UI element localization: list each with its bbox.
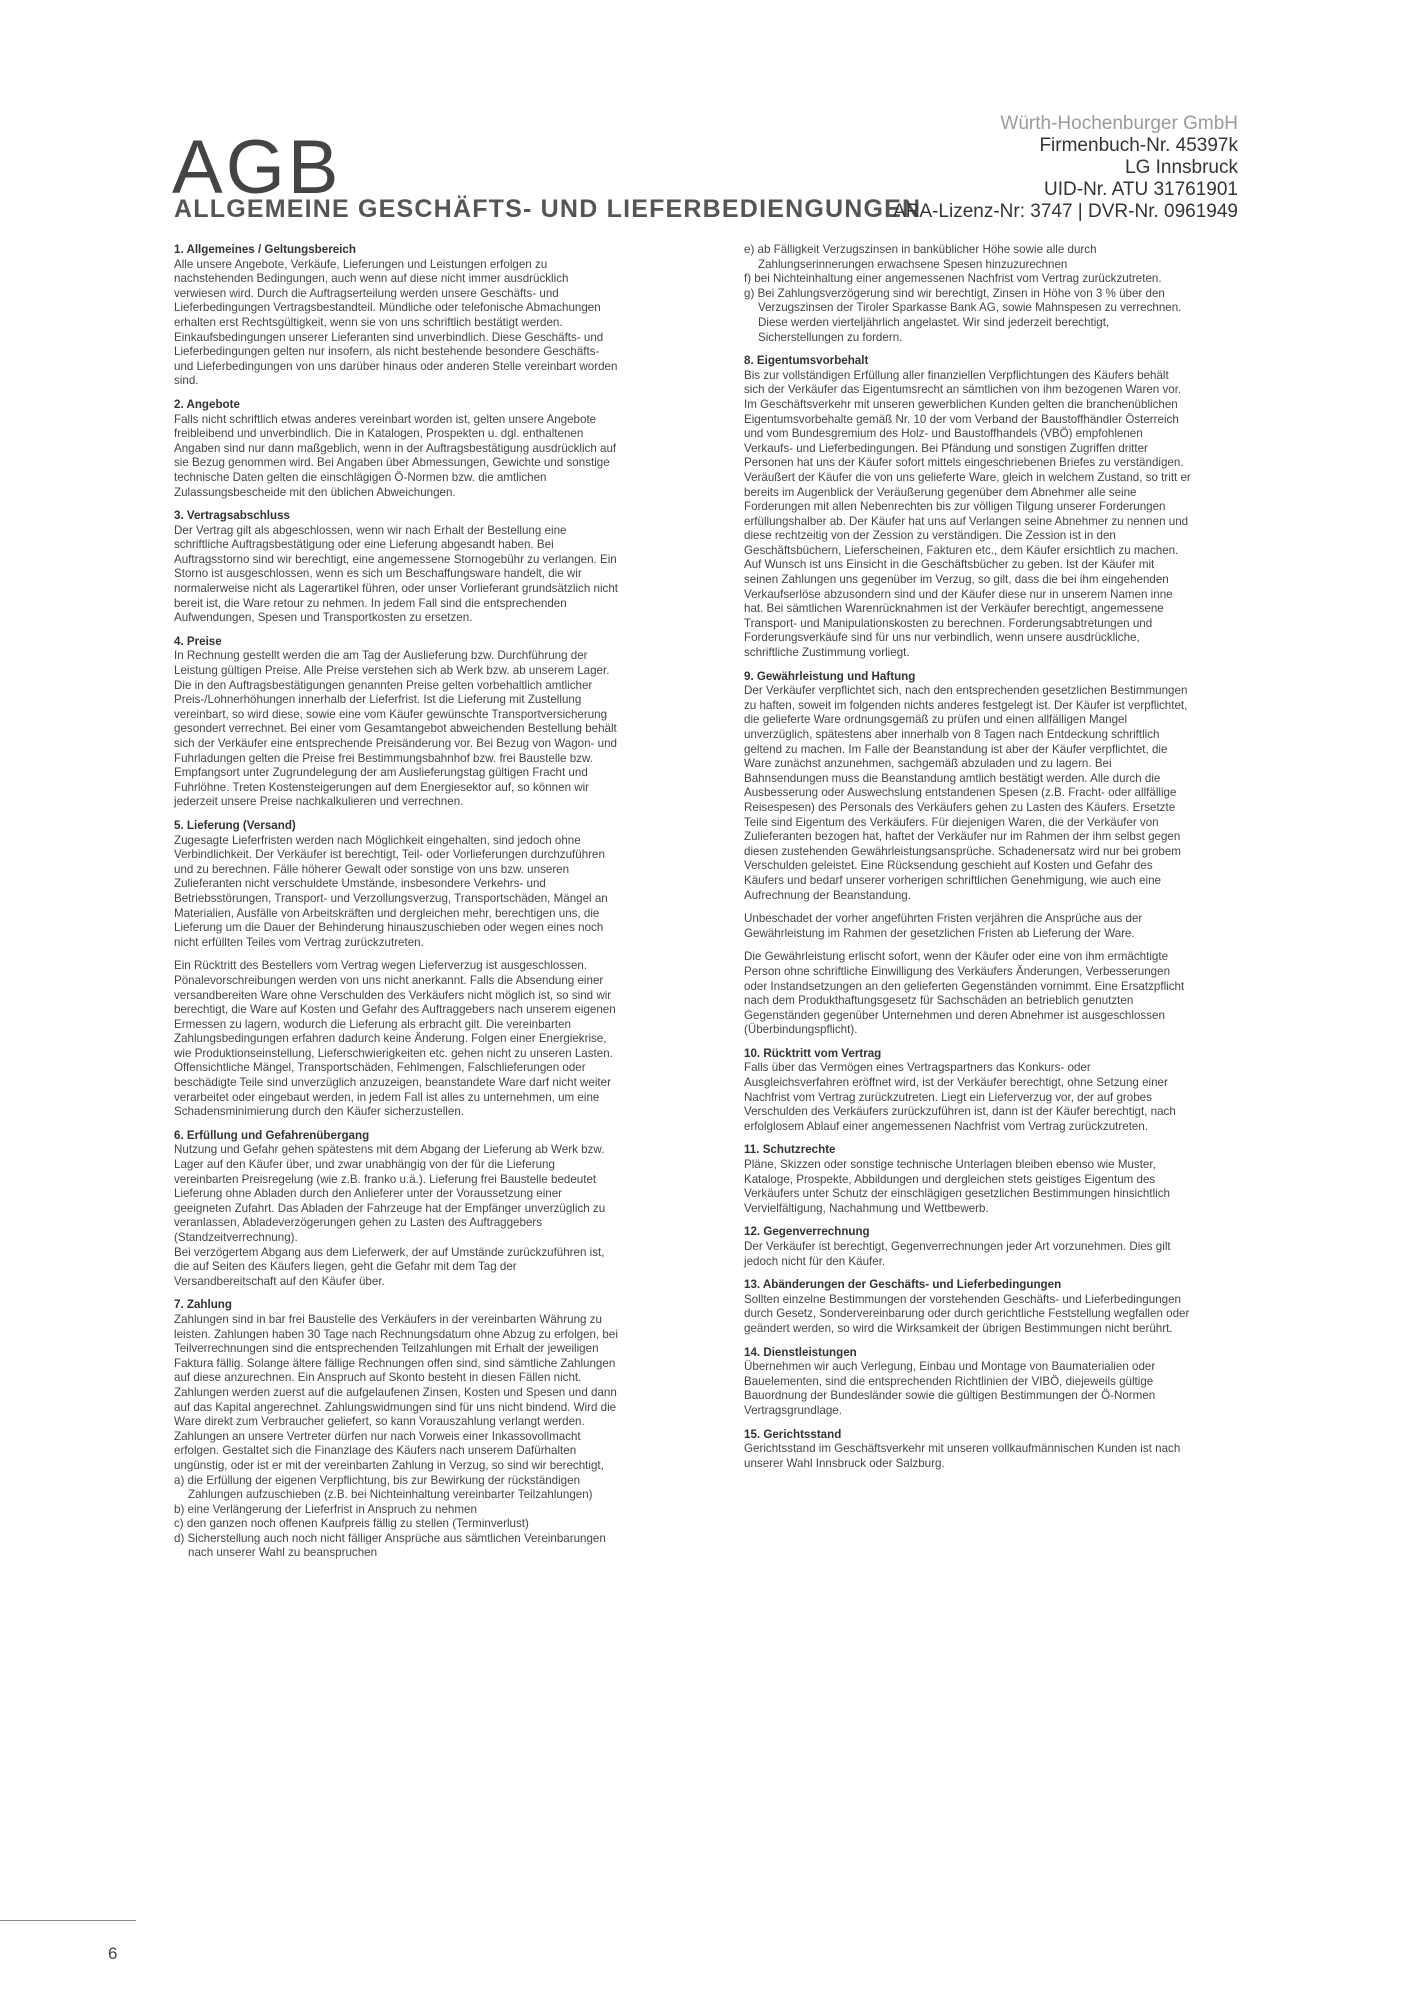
company-name: Würth-Hochenburger GmbH [1000, 113, 1238, 134]
section-offers [174, 398, 621, 500]
company-licence: ARA-Lizenz-Nr: 3747 | DVR-Nr. 0961949 [893, 201, 1238, 222]
section-paragraph: Alle unsere Angebote, Verkäufe, Lieferungen und Leistungen erfolgen zu nachstehenden Bedingungen, auch wenn auf diese nicht immer ausdrücklich verwiesen wird. Durch die Auftragserteilung werden unsere Geschäfts- und Lieferbedingungen Vertragsbestandteil. Mündliche oder telefonische Abmachungen erhalten erst Rechtsgültigkeit, wenn sie von uns schriftlich bestätigt werden. Einkaufsbedingungen unserer Lieferanten sind unverbindlich. Diese Geschäfts- und Lieferbedingungen gelten nur insofern, als nicht bestehende besondere Geschäfts- und Lieferbedingungen von uns darüber hinaus oder anderen Stelle vereinbart worden sind. [174, 257, 618, 388]
section-paragraph: Falls über das Vermögen eines Vertragspartners das Konkurs- oder Ausgleichsverfahren eröffnet wird, ist der Verkäufer berechtigt, ohne Setzung einer Nachfrist vom Vertrag zurückzutreten. Liegt ein Lieferverzug vor, der auf grobes Verschulden des Verkäufers zurückzuführen ist, dann ist der Käufer berechtigt, nach erfolglosem Ablauf einer angemessenen Nachfrist vom Vertrag zurückzutreten. [744, 1061, 1176, 1133]
section-paragraph: Zahlungen sind in bar frei Baustelle des Verkäufers in der vereinbarten Währung zu leisten. Zahlungen haben 30 Tage nach Rechnungsdatum ohne Abzug zu erfolgen, bei Teilverrechnungen sind die entsprechenden Teilzahlungen mit Erhalt der jeweiligen Faktura fällig. Solange ältere fällige Rechnungen offen sind, sind sämtliche Zahlungen auf diese anzurechnen. Ein Anspruch auf Skonto besteht in diesen Fällen nicht. Zahlungen werden zuerst auf die aufgelaufenen Zinsen, Kosten und Spesen und dann auf das Kapital angerechnet. Zahlungswidmungen sind für uns nicht bindend. Wird die Ware direkt zum Verbraucher geliefert, so kann Vorauszahlung verlangt werden. Zahlungen an unsere Vertreter dürfen nur nach Vorweis einer Inkassovollmacht erfolgen. Gestaltet sich die Finanzlage des Käufers nach unserem Dafürhalten ungünstig, oder ist er mit der vereinbarten Zahlung in Verzug, so sind wir berechtigt, [174, 1312, 618, 1472]
section-paragraph: Der Vertrag gilt als abgeschlossen, wenn wir nach Erhalt der Bestellung eine schriftliche Auftragsbestätigung oder eine Lieferung abgesandt haben. Bei Auftragsstorno sind wir berechtigt, eine angemessene Stornogebühr zu verlangen. Ein Storno ist ausgeschlossen, wenn es sich um Beschaffungsware handelt, die wir normalerweise nicht als Lagerartikel führen, oder unser Vorlieferant grundsätzlich nicht bereit ist, die Ware retour zu nehmen. In jedem Fall sind die entsprechenden Aufwendungen, Spesen und Transportkosten zu ersetzen. [174, 523, 619, 625]
section-heading: 7. Zahlung [174, 1298, 232, 1312]
section-general [174, 243, 621, 389]
section-paragraph: Die Gewährleistung erlischt sofort, wenn der Käufer oder eine von ihm ermächtigte Person ohne schriftliche Einwilligung des Verkäufers Änderungen, Verbesserungen oder Instandsetzungen an den gelieferten Gegenständen vornimmt. Eine Ersatzpflicht nach dem Produkthaftungsgesetz für Sachschäden an betrieblich genutzten Gegenständen gegenüber Unternehmen und deren Abnehmer ist ausgeschlossen (Überbindungspflicht). [744, 950, 1185, 1037]
company-register-number: Firmenbuch-Nr. 45397k [1039, 135, 1238, 156]
section-paragraph: Der Verkäufer verpflichtet sich, nach den entsprechenden gesetzlichen Bestimmungen zu haften, soweit im folgenden nichts anderes festgelegt ist. Der Käufer ist verpflichtet, die gelieferte Ware ordnungsgemäß zu prüfen und einen allfälligen Mangel unverzüglich, spätestens aber innerhalb von 8 Tagen nach Entdeckung schriftlich geltend zu machen. Im Falle der Beanstandung ist aber der Käufer verpflichtet, die Ware zunächst anzunehmen, sachgemäß abzuladen und zu lagern. Bei Bahnsendungen muss die Beanstandung amtlich bestätigt werden. Alle durch die Ausbesserung oder Auswechslung entstandenen Spesen (z.B. Fracht- oder allfällige Reisespesen) des Personals des Verkäufers gehen zu Lasten des Käufers. Ersetzte Teile sind Eigentum des Verkäufers. Für diejenigen Waren, die der Verkäufer von Zulieferanten bezogen hat, haftet der Verkäufer nur im Rahmen der ihm selbst gegen diesen zustehenden Gewährleistungsansprüche. Schadenersatz wird nur bei grobem Verschulden geleistet. Eine Rücksendung geschieht auf Kosten und Gefahr des Käufers und bedarf unserer vorherigen schriftlichen Genehmigung, wie auch eine Aufrechnung der Beanstandung. [744, 684, 1188, 902]
section-offsetting [744, 1225, 1191, 1269]
page-title: AGB [172, 125, 342, 210]
list-item: e) ab Fälligkeit Verzugszinsen in banküblicher Höhe sowie alle durch Zahlungserinnerungen erwachsene Spesen hinzuzurechnen [744, 243, 1097, 271]
section-paragraph: Ein Rücktritt des Bestellers vom Vertrag wegen Lieferverzug ist ausgeschlossen. Pönalevorschreibungen werden von uns nicht anerkannt. Falls die Absendung einer versandbereiten Ware ohne Verschulden des Verkäufers nicht möglich ist, so sind wir berechtigt, die Ware auf Kosten und Gefahr des Auftraggebers nach unserem eigenen Ermessen zu lagern, wodurch die Lieferung als erbracht gilt. Die vereinbarten Zahlungsbedingungen erfahren dadurch keine Änderung. Folgen einer Energiekrise, wie Produktionseinstellung, Lieferschwierigkeiten etc. gehen nicht zu unseren Lasten. Offensichtliche Mängel, Transportschäden, Fehlmengen, Falschlieferungen oder beschädigte Teile sind unverzüglich anzuzeigen, beanstandete Ware darf nicht weiter verarbeitet oder eingebaut werden, in jedem Fall ist alles zu unternehmen, um eine Schadensminimierung durch den Käufer sicherzustellen. [174, 959, 616, 1119]
section-paragraph: Bei verzögertem Abgang aus dem Lieferwerk, der auf Umstände zurückzuführen ist, die auf Seiten des Käufers liegen, geht die Gefahr mit dem Tag der Versandbereitschaft auf den Käufer über. [174, 1245, 605, 1288]
section-property-rights [744, 1143, 1191, 1216]
section-paragraph: Nutzung und Gefahr gehen spätestens mit dem Abgang der Lieferung ab Werk bzw. Lager auf den Käufer über, und zwar unabhängig von der für die Lieferung vereinbarten Preisregelung (wie z.B. franko u.ä.). Lieferung frei Baustelle bedeutet Lieferung ohne Abladen durch den Anlieferer unter der Voraussetzung einer geeigneten Zufahrt. Das Abladen der Fahrzeuge hat der Empfänger unverzüglich zu veranlassen, Abladeverzögerungen gehen zu Lasten des Auftraggebers (Standzeitverrechnung). [174, 1143, 606, 1244]
right-column [744, 243, 1191, 1480]
section-jurisdiction [744, 1428, 1191, 1472]
section-paragraph: Unbeschadet der vorher angeführten Fristen verjähren die Ansprüche aus der Gewährleistung im Rahmen der gesetzlichen Fristen ab Lieferung der Ware. [744, 912, 1143, 940]
section-amendments [744, 1278, 1191, 1336]
section-paragraph: Der Verkäufer ist berechtigt, Gegenverrechnungen jeder Art vorzunehmen. Dies gilt jedoch nicht für den Käufer. [744, 1240, 1171, 1268]
section-heading: 15. Gerichtsstand [744, 1427, 842, 1441]
section-heading: 8. Eigentumsvorbehalt [744, 354, 869, 368]
section-retention-of-title [744, 354, 1191, 660]
section-fulfilment [174, 1129, 621, 1290]
section-payment-continued [744, 243, 1191, 345]
section-paragraph: Bis zur vollständigen Erfüllung aller finanziellen Verpflichtungen des Käufers behält sich der Verkäufer das Eigentumsrecht an sämtlichen von ihm bezogenen Waren vor. Im Geschäftsverkehr mit unseren gewerblichen Kunden gelten die branchenüblichen Eigentumsvorbehalte gemäß Nr. 10 der vom Verband der Baustoffhändler Österreich und vom Bundesgremium des Holz- und Baustoffhandels (VBÖ) empfohlenen Verkaufs- und Lieferbedingungen. Bei Pfändung und sonstigen Zugriffen dritter Personen hat uns der Käufer sofort mittels eingeschriebenen Briefes zu verständigen. Veräußert der Käufer die von uns gelieferte Ware, gleich in welchem Zustand, so tritt er bereits im Augenblick der Veräußerung gegenüber dem Abnehmer alle seine Forderungen mit allen Nebenrechten bis zur völligen Tilgung unserer Forderungen erfüllungshalber ab. Der Käufer hat uns auf Verlangen seine Abnehmer zu nennen und diese rechtzeitig von der Zession zu verständigen. Die Zession ist in den Geschäftsbüchern, Lieferscheinen, Fakturen etc., dem Käufer ersichtlich zu machen. Auf Wunsch ist uns Einsicht in die Geschäftsbücher zu geben. Ist der Käufer mit seinen Zahlungen uns gegenüber im Verzug, so gilt, dass die bei ihm eingehenden Verkaufserlöse abzusondern sind und der Käufer diese nur in unserem Namen inne hat. Bei sämtlichen Warenrücknahmen ist der Verkäufer berechtigt, angemessene Transport- und Manipulationskosten zu berechnen. Forderungsabtretungen und Forderungsverkäufe sind für uns nur verbindlich, wenn unsere ausdrückliche, schriftliche Zustimmung vorliegt. [744, 368, 1191, 660]
section-paragraph: Pläne, Skizzen oder sonstige technische Unterlagen bleiben ebenso wie Muster, Kataloge, Prospekte, Abbildungen und dergleichen stets geistiges Eigentum des Verkäufers unter Schutz der einschlägigen gesetzlichen Bestimmungen hinsichtlich Vervielfältigung, Nachahmung und Wettbewerb. [744, 1158, 1170, 1215]
section-contract [174, 509, 621, 626]
list-item: c) den ganzen noch offenen Kaufpreis fällig zu stellen (Terminverlust) [174, 1517, 529, 1531]
list-item: g) Bei Zahlungsverzögerung sind wir berechtigt, Zinsen in Höhe von 3 % über den Verzugszinsen der Tiroler Sparkasse Bank AG, sowie Mahnspesen zu verrechnen. Diese werden vierteljährlich angelastet. Wir sind jederzeit berechtigt, Sicherstellungen zu fordern. [744, 286, 1182, 344]
section-paragraph: Übernehmen wir auch Verlegung, Einbau und Montage von Baumaterialien oder Bauelementen, sind die entsprechenden Richtlinien der VIBÖ, diejeweils gültige Bauordnung der Bundesländer sowie die gültigen Bestimmungen der Ö-Normen Vertragsgrundlage. [744, 1360, 1156, 1417]
section-heading: 3. Vertragsabschluss [174, 509, 290, 523]
page-number: 6 [108, 1944, 118, 1963]
section-heading: 13. Abänderungen der Geschäfts- und Lieferbedingungen [744, 1278, 1062, 1292]
section-paragraph: Sollten einzelne Bestimmungen der vorstehenden Geschäfts- und Lieferbedingungen durch Gesetz, Sondervereinbarung oder durch gerichtliche Feststellung wegfallen oder geändert werden, so wird die Wirksamkeit der übrigen Bestimmungen nicht berührt. [744, 1292, 1190, 1335]
section-paragraph: Falls nicht schriftlich etwas anderes vereinbart worden ist, gelten unsere Angebote freibleibend und unverbindlich. Die in Katalogen, Prospekten u. dgl. enthaltenen Angaben sind nur dann maßgeblich, wenn in der Auftragsbestätigung ausdrücklich auf sie Bezug genommen wird. Bei Angaben über Abmessungen, Gewichte und sonstige technische Daten gelten die einschlägigen Ö-Normen bzw. die amtlichen Zulassungsbescheide mit den üblichen Abweichungen. [174, 412, 617, 499]
left-column [174, 243, 621, 1570]
payment-rights-list [174, 1474, 621, 1562]
list-item: a) die Erfüllung der eigenen Verpflichtung, bis zur Bewirkung der rückständigen Zahlungen aufzuschieben (z.B. bei Nichteinhaltung vereinbarter Teilzahlungen) [174, 1473, 593, 1502]
section-heading: 1. Allgemeines / Geltungsbereich [174, 243, 356, 256]
section-paragraph: In Rechnung gestellt werden die am Tag der Auslieferung bzw. Durchführung der Leistung gültigen Preise. Alle Preise verstehen sich ab Werk bzw. ab unserem Lager. Die in den Auftragsbestätigungen genannten Preise gelten vorbehaltlich amtlicher Preis-/Lohnerhöhungen innerhalb der Lieferfrist. Ist die Lieferung mit Zustellung vereinbart, so wird diese, sowie eine vom Käufer gewünschte Transportversicherung gesondert verrechnet. Bei einer vom Gesamtangebot abweichenden Bestellung behält sich der Verkäufer eine entsprechende Preisänderung vor. Bei Bezug von Wagon- und Fuhrladungen gelten die Preise frei Bestimmungsbahnhof bzw. frei Baustelle bzw. Empfangsort unter Zugrundelegung der am Auslieferungstag gültigen Fracht und Fuhrlöhne. Treten Kostensteigerungen auf dem Energiesektor auf, so können wir jederzeit unsere Preise nachkalkulieren und verrechnen. [174, 649, 617, 809]
section-services [744, 1346, 1191, 1419]
footer-divider [0, 1920, 136, 1921]
payment-rights-list-continued [744, 243, 1191, 345]
section-prices [174, 635, 621, 810]
section-paragraph: Gerichtsstand im Geschäftsverkehr mit unseren vollkaufmännischen Kunden ist nach unserer Wahl Innsbruck oder Salzburg. [744, 1442, 1181, 1470]
page-subtitle: ALLGEMEINE GESCHÄFTS- UND LIEFERBEDIENGUNGEN [174, 195, 922, 223]
section-heading: 2. Angebote [174, 397, 240, 411]
section-heading: 11. Schutzrechte [744, 1143, 836, 1157]
section-paragraph: Zugesagte Lieferfristen werden nach Möglichkeit eingehalten, sind jedoch ohne Verbindlichkeit. Der Verkäufer ist berechtigt, Teil- oder Vorlieferungen durchzuführen und zu berechnen. Fälle höherer Gewalt oder sonstige von uns bzw. unseren Zulieferanten nicht verschuldete Umstände, insbesondere Verkehrs- und Betriebsstörungen, Transport- und Verzollungsverzug, Transportschäden, Mängel an Materialien, Ausfälle von Arbeitskräften und dergleichen mehr, berechtigen uns, die Lieferung um die Dauer der Behinderung hinauszuschieben oder wegen eines noch nicht erfüllten Teiles vom Vertrag zurückzutreten. [174, 833, 608, 949]
section-heading: 9. Gewährleistung und Haftung [744, 669, 916, 683]
list-item: d) Sicherstellung auch noch nicht fälliger Ansprüche aus sämtlichen Vereinbarungen nach unserer Wahl zu beanspruchen [174, 1531, 606, 1560]
section-heading: 14. Dienstleistungen [744, 1345, 857, 1359]
list-item: b) eine Verlängerung der Lieferfrist in Anspruch zu nehmen [174, 1502, 477, 1516]
list-item: f) bei Nichteinhaltung einer angemessenen Nachfrist vom Vertrag zurückzutreten. [744, 272, 1162, 286]
company-court: LG Innsbruck [1125, 157, 1238, 178]
section-heading: 10. Rücktritt vom Vertrag [744, 1046, 882, 1060]
section-heading: 5. Lieferung (Versand) [174, 818, 296, 832]
section-heading: 6. Erfüllung und Gefahrenübergang [174, 1128, 370, 1142]
section-delivery [174, 819, 621, 1120]
company-vat-id: UID-Nr. ATU 31761901 [1044, 179, 1238, 200]
section-warranty [744, 670, 1191, 1038]
company-info [893, 113, 1238, 223]
section-heading: 12. Gegenverrechnung [744, 1225, 870, 1239]
section-withdrawal [744, 1047, 1191, 1135]
section-heading: 4. Preise [174, 634, 222, 648]
section-payment [174, 1298, 621, 1561]
